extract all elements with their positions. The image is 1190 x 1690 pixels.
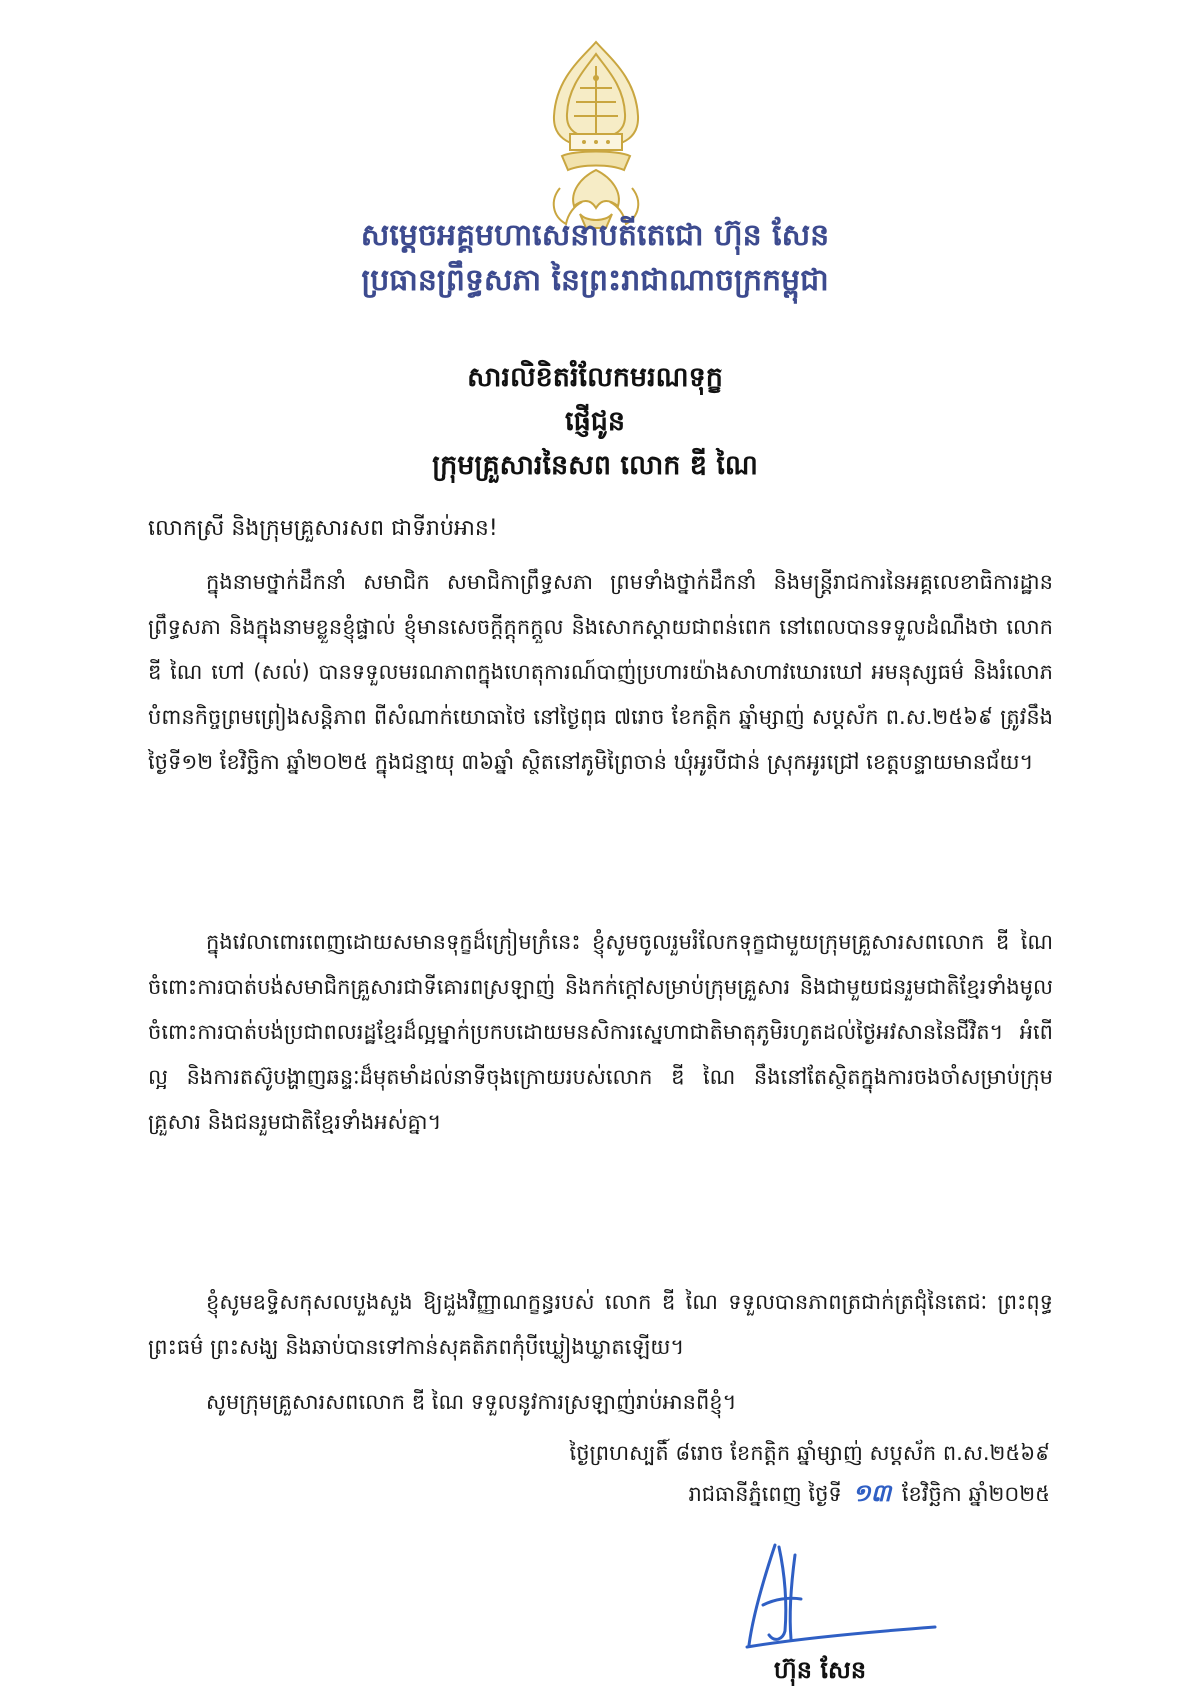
letter-title: សារលិខិតរំលែកមរណទុក្ខ — [467, 362, 723, 393]
body-paragraph-3: ខ្ញុំសូមឧទ្ទិសកុសលបួងសួង ឱ្យដួងវិញ្ញាណក្ខន្ធរបស់ លោក ឌី ណៃ ទទួលបានភាពត្រជាក់ត្រជុំនៃតេជៈ ព្រះពុទ្ធ ព្រះធម៌ ព្រះសង្ឃ និងឆាប់បានទៅកាន់សុគតិភពកុំបីឃ្លៀងឃ្លាតឡើយ។ — [148, 1290, 1053, 1359]
handwritten-day: ១៣ — [852, 1479, 892, 1507]
body-paragraph-2: ក្នុងវេលាពោរពេញដោយសមានទុក្ខដ៏ក្រៀមក្រំនេះ ខ្ញុំសូមចូលរួមរំលែកទុក្ខជាមួយក្រុមគ្រួសារសពលោក ឌី ណៃ ចំពោះការបាត់បង់សមាជិកគ្រួសារជាទីគោរពស្រឡាញ់ និងកក់ក្តៅសម្រាប់ក្រុមគ្រួសារ និងជាមួយជនរួមជាតិខ្មែរទាំងមូល ចំពោះការបាត់បង់ប្រជាពលរដ្ឋខ្មែរដ៏ល្អម្នាក់ប្រកបដោយមនសិការស្នេហាជាតិមាតុភូមិរហូតដល់ថ្ងៃអវសាននៃជីវិត។ អំពើល្អ និងការតស៊ូបង្ហាញឆន្ទៈដ៏មុតមាំដល់នាទីចុងក្រោយរបស់លោក ឌី ណៃ នឹងនៅតែស្ថិតក្នុងការចងចាំសម្រាប់ក្រុមគ្រួសារ និងជនរួមជាតិខ្មែរទាំងអស់គ្នា។ — [148, 930, 1053, 1134]
letter-recipient: ក្រុមគ្រួសារនៃសព លោក ឌី ណៃ — [432, 450, 758, 481]
sender-position: ប្រធានព្រឹទ្ធសភា នៃព្រះរាជាណាចក្រកម្ពុជា — [361, 263, 829, 298]
salutation: លោកស្រី និងក្រុមគ្រួសារសព ជាទីរាប់អាន! — [148, 516, 498, 541]
body-paragraph-1: ក្នុងនាមថ្នាក់ដឹកនាំ សមាជិក សមាជិកាព្រឹទ្ធសភា ព្រមទាំងថ្នាក់ដឹកនាំ និងមន្ត្រីរាជការនៃអគ្គលេខាធិការដ្ឋានព្រឹទ្ធសភា និងក្នុងនាមខ្លួនខ្ញុំផ្ទាល់ ខ្ញុំមានសេចក្តីក្តុកក្តួល និងសោកស្តាយជាពន់ពេក នៅពេលបានទទួលដំណឹងថា លោក ឌី ណៃ ហៅ (សល់) បានទទួលមរណភាពក្នុងហេតុការណ៍បាញ់ប្រហារយ៉ាងសាហាវឃោរឃៅ អមនុស្សធម៌ និងរំលោភបំពានកិច្ចព្រមព្រៀងសន្តិភាព ពីសំណាក់យោធាថៃ នៅថ្ងៃពុធ ៧រោច ខែកត្តិក ឆ្នាំម្សាញ់ សប្តស័ក ព.ស.២៥៦៩ ត្រូវនឹងថ្ងៃទី១២ ខែវិច្ឆិកា ឆ្នាំ២០២៥ ក្នុងជន្មាយុ ៣៦ឆ្នាំ ស្ថិតនៅភូមិព្រៃចាន់ ឃុំអូរបីជាន់ ស្រុកអូរជ្រៅ ខេត្តបន្ទាយមានជ័យ។ — [148, 570, 1053, 774]
letter-subtitle: ផ្ញើជូន — [565, 406, 625, 437]
place-prefix: រាជធានីភ្នំពេញ ថ្ងៃទី — [688, 1482, 842, 1506]
senate-emblem-icon — [540, 38, 652, 230]
lunar-date: ថ្ងៃព្រហស្បតិ៍ ៨រោច ខែកត្តិក ឆ្នាំម្សាញ់ សប្តស័ក ព.ស.២៥៦៩ — [569, 1441, 1050, 1465]
signer-name: ហ៊ុន សែន — [773, 1656, 867, 1684]
sender-title: សម្តេចអគ្គមហាសេនាបតីតេជោ ហ៊ុន សែន — [360, 218, 830, 253]
month-year: ខែវិច្ឆិកា ឆ្នាំ២០២៥ — [901, 1482, 1050, 1506]
closing-line: សូមក្រុមគ្រួសារសពលោក ឌី ណៃ ទទួលនូវការស្រឡាញ់រាប់អានពីខ្ញុំ។ — [206, 1390, 737, 1414]
place-date — [350, 1478, 1050, 1509]
handwritten-signature-icon — [735, 1535, 945, 1670]
